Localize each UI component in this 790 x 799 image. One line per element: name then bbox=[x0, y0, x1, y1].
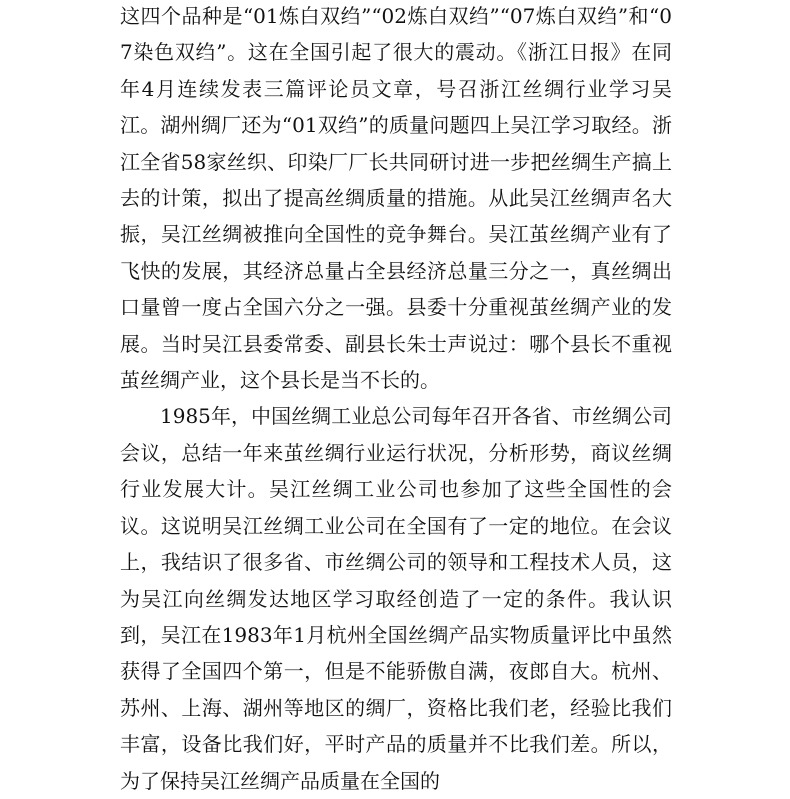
paragraph-1985: 1985年，中国丝绸工业总公司每年召开各省、市丝绸公司会议，总结一年来茧丝绸行业运行状况，分析形势，商议丝绸行业发展大计。吴江丝绸工业公司也参加了这些全国性的会议。这说明吴江丝绸工业公司在全国有了一定的地位。在会议上，我结识了很多省、市丝绸公司的领导和工程技术人员，这为吴江向丝绸发达地区学习取经创造了一定的条件。我认识到，吴江在1983年1月杭州全国丝绸产品实物质量评比中虽然获得了全国四个第一，但是不能骄傲自满，夜郎自大。杭州、苏州、上海、湖州等地区的绸厂，资格比我们老，经验比我们丰富，设备比我们好，平时产品的质量并不比我们差。所以，为了保持吴江丝绸产品质量在全国的 bbox=[120, 404, 672, 793]
document-page bbox=[120, 0, 672, 793]
paragraph-continued: 这四个品种是“01炼白双绉”“02炼白双绉”“07炼白双绉”和“07染色双绉”。这在全国引起了很大的震动。《浙江日报》在同年4月连续发表三篇评论员文章，号召浙江丝绸行业学习吴江。湖州绸厂还为“01双绉”的质量问题四上吴江学习取经。浙江全省58家丝织、印染厂厂长共同研讨进一步把丝绸生产搞上去的计策，拟出了提高丝绸质量的措施。从此吴江丝绸声名大振，吴江丝绸被推向全国性的竞争舞台。吴江茧丝绸产业有了飞快的发展，其经济总量占全县经济总量三分之一，真丝绸出口量曾一度占全国六分之一强。县委十分重视茧丝绸产业的发展。当时吴江县委常委、副县长朱士声说过：哪个县长不重视茧丝绸产业，这个县长是当不长的。 bbox=[120, 4, 672, 393]
